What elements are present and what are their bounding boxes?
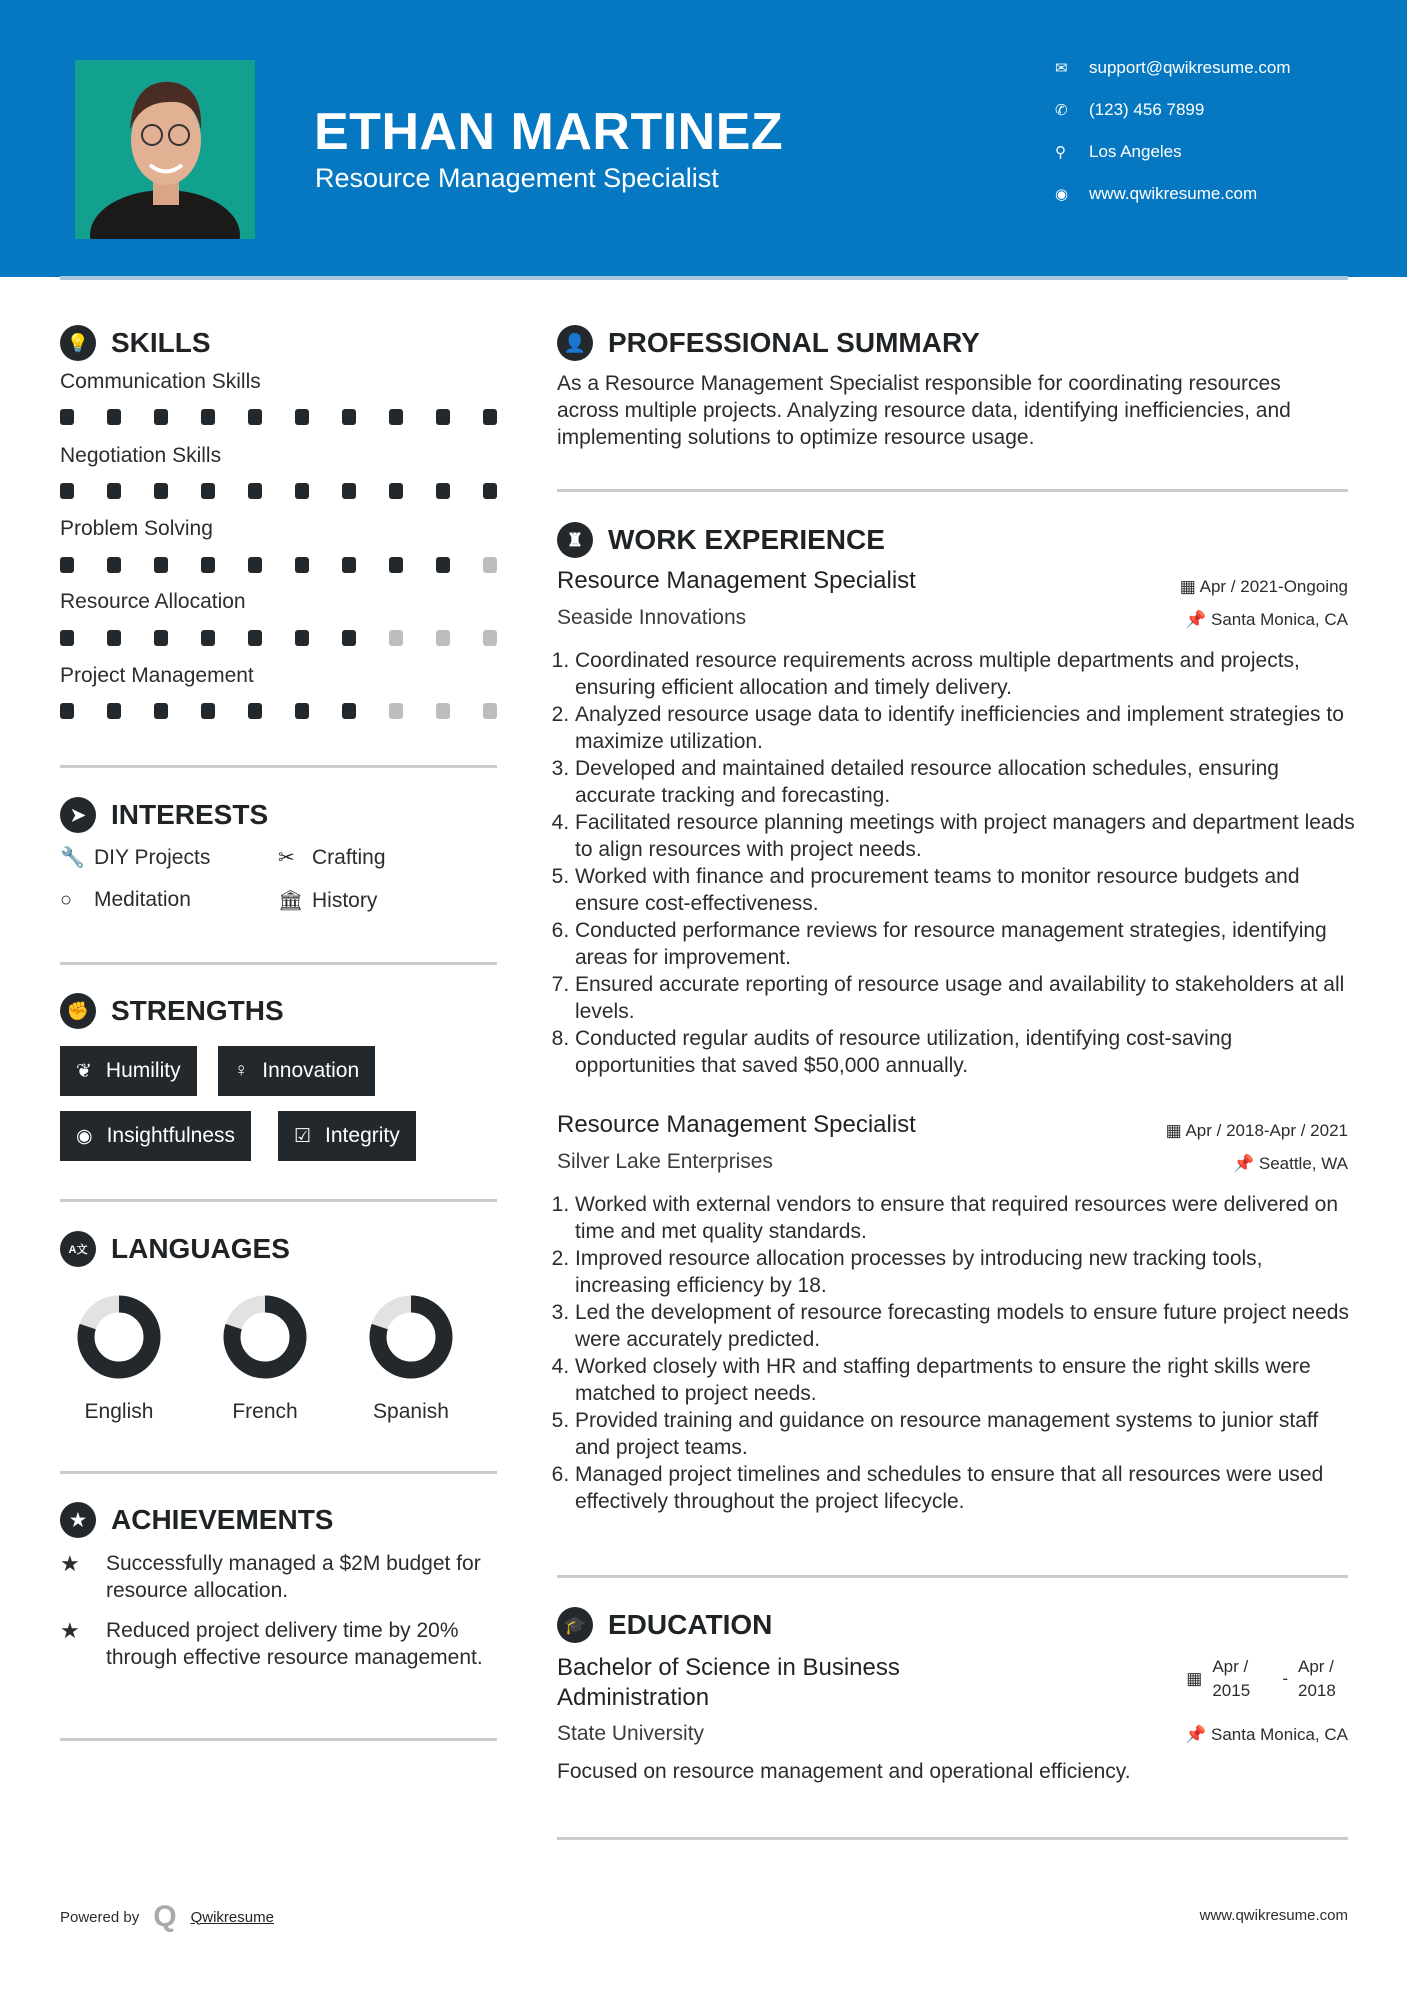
rating-dot — [201, 483, 215, 499]
end-date: Apr / 2018 — [1298, 1657, 1336, 1700]
circle-icon: ○ — [60, 888, 73, 911]
divider — [557, 1575, 1348, 1578]
job-location — [1185, 610, 1348, 630]
rating-dot — [154, 703, 168, 719]
company-name: Seaside Innovations — [557, 606, 747, 629]
rating-dot — [248, 483, 262, 499]
date-separator: - — [1282, 1669, 1288, 1688]
rating-dot — [342, 557, 356, 573]
skill-label: Resource Allocation — [60, 590, 246, 613]
responsibility-item: 8. Conducted regular audits of resource utilization, identifying cost-saving opportunities that saved $50,000 annually. — [575, 1025, 1357, 1079]
strength-badge — [218, 1046, 375, 1096]
rating-dot — [483, 483, 497, 499]
responsibilities-list — [557, 1191, 1357, 1515]
map-pin-icon: ⚲ — [1055, 144, 1066, 161]
responsibility-item: 2. Improved resource allocation processes by introducing new tracking tools, increasing efficiency by 18. — [575, 1245, 1357, 1299]
header-divider — [60, 276, 1348, 280]
interest-label: DIY Projects — [94, 845, 211, 869]
skills-heading — [60, 325, 211, 361]
language-item — [59, 1292, 179, 1424]
badge-label: Integrity — [325, 1124, 400, 1147]
badge-label: Innovation — [262, 1059, 360, 1082]
user-icon: 👤 — [557, 325, 593, 361]
responsibility-item: 2. Analyzed resource usage data to identify inefficiencies and implement strategies to maximize utilization. — [575, 701, 1357, 755]
rating-dot — [483, 557, 497, 573]
powered-by-text: Powered by — [60, 1908, 140, 1926]
rating-dot — [201, 703, 215, 719]
company-name: Silver Lake Enterprises — [557, 1150, 773, 1173]
skill-rating — [60, 409, 497, 425]
qwikresume-link[interactable]: Qwikresume — [190, 1908, 274, 1926]
divider — [60, 1471, 497, 1474]
candidate-name: ETHAN MARTINEZ — [314, 103, 784, 161]
strength-badge — [60, 1111, 251, 1161]
dates-text: Apr / 2021-Ongoing — [1199, 577, 1348, 596]
rating-dot — [60, 483, 74, 499]
education-heading — [557, 1607, 772, 1643]
rating-dot — [248, 409, 262, 425]
divider — [60, 765, 497, 768]
degree: Bachelor of Science in Business Administration — [557, 1654, 900, 1711]
rating-dot — [295, 557, 309, 573]
heading-text: SKILLS — [111, 327, 211, 358]
summary-heading — [557, 325, 980, 361]
location-text: Santa Monica, CA — [1210, 1725, 1348, 1744]
lightbulb-icon: 💡 — [60, 325, 96, 361]
achievement-item — [60, 1550, 500, 1604]
scissors-icon: ✂ — [278, 847, 295, 869]
footer-url[interactable]: www.qwikresume.com — [1199, 1907, 1348, 1924]
skill-label: Communication Skills — [60, 370, 261, 393]
contact-text: www.qwikresume.com — [1089, 184, 1258, 203]
profile-photo — [75, 60, 255, 239]
achievement-text: Successfully managed a $2M budget for resource allocation. — [106, 1552, 481, 1602]
pin-icon: 📌 — [1185, 1725, 1211, 1744]
rating-dot — [389, 703, 403, 719]
heading-text: ACHIEVEMENTS — [111, 1504, 334, 1535]
rating-dot — [295, 703, 309, 719]
divider — [557, 489, 1348, 492]
rating-dot — [201, 409, 215, 425]
rating-dot — [342, 630, 356, 646]
responsibility-item: 1. Coordinated resource requirements across multiple departments and projects, ensuring efficient allocation and timely delivery. — [575, 647, 1357, 701]
globe-icon: ◉ — [1055, 186, 1069, 203]
rating-dot — [60, 703, 74, 719]
strength-badge — [60, 1046, 197, 1096]
contact-email[interactable] — [1055, 58, 1291, 78]
responsibility-item: 7. Ensured accurate reporting of resource usage and availability to stakeholders at all levels. — [575, 971, 1357, 1025]
skill-rating — [60, 483, 497, 499]
eye-icon: ◉ — [76, 1125, 93, 1147]
rating-dot — [436, 703, 450, 719]
language-donut — [74, 1292, 164, 1382]
language-donut — [366, 1292, 456, 1382]
rating-dot — [389, 557, 403, 573]
star-icon: ★ — [60, 1618, 80, 1643]
rating-dot — [389, 409, 403, 425]
badge-label: Humility — [105, 1059, 181, 1082]
candidate-title: Resource Management Specialist — [315, 163, 719, 193]
calendar-icon: ▦ — [1165, 1121, 1186, 1140]
language-label: French — [232, 1400, 298, 1423]
rating-dot — [436, 483, 450, 499]
wrench-icon: 🔧 — [60, 847, 85, 869]
interest-item — [60, 845, 210, 870]
responsibility-item: 5. Worked with finance and procurement teams to monitor resource budgets and ensure cost-effectiveness. — [575, 863, 1357, 917]
calendar-icon: ▦ — [1179, 577, 1200, 596]
translate-icon: A文 — [60, 1231, 96, 1267]
language-item — [205, 1292, 325, 1424]
heading-text: LANGUAGES — [111, 1233, 290, 1264]
rating-dot — [483, 630, 497, 646]
rating-dot — [295, 483, 309, 499]
job-title: Resource Management Specialist — [557, 1111, 916, 1138]
envelope-icon: ✉ — [1055, 60, 1068, 77]
languages-heading — [60, 1231, 290, 1267]
rating-dot — [295, 630, 309, 646]
heading-text: INTERESTS — [111, 799, 269, 830]
rating-dot — [154, 409, 168, 425]
job-dates — [1166, 1121, 1348, 1141]
interest-label: Crafting — [312, 845, 386, 869]
interest-label: Meditation — [94, 888, 191, 911]
contact-text: support@qwikresume.com — [1089, 58, 1291, 77]
language-donut — [220, 1292, 310, 1382]
achievement-item — [60, 1617, 500, 1671]
rating-dot — [154, 630, 168, 646]
skill-rating — [60, 557, 497, 573]
rating-dot — [436, 409, 450, 425]
qwikresume-logo-icon: Q — [153, 1900, 177, 1933]
rating-dot — [436, 630, 450, 646]
rating-dot — [248, 630, 262, 646]
contact-website[interactable] — [1055, 184, 1257, 204]
pin-icon: 📌 — [1232, 1154, 1259, 1173]
responsibility-item: 4. Worked closely with HR and staffing departments to ensure the right skills were matched to project needs. — [575, 1353, 1357, 1407]
rating-dot — [154, 557, 168, 573]
experience-heading — [557, 522, 885, 558]
dates-text: Apr / 2018-Apr / 2021 — [1185, 1121, 1348, 1140]
paper-plane-icon: ➤ — [60, 797, 96, 833]
rating-dot — [436, 557, 450, 573]
interest-item — [60, 888, 191, 912]
contact-location — [1055, 142, 1182, 162]
contact-text: Los Angeles — [1089, 142, 1182, 161]
skill-rating — [60, 630, 497, 646]
responsibility-item: 3. Led the development of resource forecasting models to ensure future project needs were accurately predicted. — [575, 1299, 1357, 1353]
job-title: Resource Management Specialist — [557, 567, 916, 594]
star-icon: ★ — [60, 1502, 96, 1538]
rating-dot — [107, 557, 121, 573]
skill-label: Negotiation Skills — [60, 444, 222, 467]
rating-dot — [201, 630, 215, 646]
language-item — [351, 1292, 471, 1424]
graduate-icon: 🎓 — [557, 1607, 593, 1643]
fist-icon: ✊ — [60, 993, 96, 1029]
responsibility-item: 3. Developed and maintained detailed resource allocation schedules, ensuring accurate tracking and forecasting. — [575, 755, 1357, 809]
phone-icon: ✆ — [1055, 102, 1068, 119]
skill-label: Problem Solving — [60, 517, 213, 540]
responsibility-item: 5. Provided training and guidance on resource management systems to junior staff and project teams. — [575, 1407, 1357, 1461]
strengths-heading — [60, 993, 284, 1029]
rating-dot — [107, 409, 121, 425]
rating-dot — [483, 703, 497, 719]
heading-text: PROFESSIONAL SUMMARY — [608, 327, 980, 358]
rating-dot — [389, 483, 403, 499]
bank-icon: 🏛 — [278, 890, 304, 912]
rating-dot — [107, 483, 121, 499]
responsibility-item: 1. Worked with external vendors to ensure that required resources were delivered on time and met quality standards. — [575, 1191, 1357, 1245]
rating-dot — [154, 483, 168, 499]
education-description: Focused on resource management and operational efficiency. — [557, 1760, 1131, 1783]
responsibilities-list — [557, 647, 1357, 1079]
location-text: Santa Monica, CA — [1210, 610, 1348, 629]
divider — [60, 1199, 497, 1202]
interest-item — [278, 845, 386, 870]
rating-dot — [107, 703, 121, 719]
check-square-icon: ☑ — [294, 1125, 312, 1147]
rating-dot — [342, 703, 356, 719]
rating-dot — [342, 483, 356, 499]
lightbulb-icon: ♀ — [234, 1060, 249, 1081]
rating-dot — [60, 557, 74, 573]
rating-dot — [295, 409, 309, 425]
pin-icon: 📌 — [1185, 610, 1211, 629]
responsibility-item: 6. Conducted performance reviews for resource management strategies, identifying areas for improvement. — [575, 917, 1357, 971]
interest-label: History — [312, 888, 378, 912]
contact-text: (123) 456 7899 — [1089, 100, 1205, 119]
interests-heading — [60, 797, 268, 833]
contact-phone[interactable] — [1055, 100, 1204, 120]
rating-dot — [248, 557, 262, 573]
rating-dot — [107, 630, 121, 646]
heading-text: WORK EXPERIENCE — [608, 524, 885, 555]
chair-icon: ♜ — [557, 522, 593, 558]
start-date: Apr / 2015 — [1212, 1657, 1251, 1700]
skill-rating — [60, 703, 497, 719]
heading-text: STRENGTHS — [111, 995, 284, 1026]
leaf-icon: ❦ — [76, 1060, 92, 1082]
divider — [557, 1837, 1348, 1840]
achievement-text: Reduced project delivery time by 20% through effective resource management. — [106, 1619, 483, 1669]
rating-dot — [483, 409, 497, 425]
rating-dot — [342, 409, 356, 425]
responsibility-item: 4. Facilitated resource planning meetings with project managers and department leads to align resources with project needs. — [575, 809, 1357, 863]
footer-powered — [60, 1900, 274, 1934]
education-dates — [1186, 1655, 1348, 1703]
interest-item — [278, 888, 377, 913]
divider — [60, 962, 497, 965]
job-location — [1233, 1154, 1348, 1174]
education-location — [1185, 1725, 1348, 1745]
rating-dot — [60, 409, 74, 425]
strength-badge — [278, 1111, 416, 1161]
heading-text: EDUCATION — [608, 1609, 773, 1640]
rating-dot — [201, 557, 215, 573]
star-icon: ★ — [60, 1551, 80, 1576]
badge-label: Insightfulness — [106, 1124, 236, 1147]
rating-dot — [248, 703, 262, 719]
language-label: English — [84, 1400, 154, 1423]
language-label: Spanish — [373, 1400, 449, 1423]
summary-text: As a Resource Management Specialist responsible for coordinating resources across multiple projects. Analyzing resource data, identifying inefficiencies, and implementing solutions to optimize resource usage. — [557, 372, 1291, 449]
school-name: State University — [557, 1722, 705, 1745]
divider — [60, 1738, 497, 1741]
job-dates — [1180, 577, 1348, 597]
calendar-icon: ▦ — [1186, 1669, 1203, 1688]
achievements-heading — [60, 1502, 333, 1538]
skill-label: Project Management — [60, 664, 254, 687]
location-text: Seattle, WA — [1258, 1154, 1348, 1173]
rating-dot — [389, 630, 403, 646]
rating-dot — [60, 630, 74, 646]
responsibility-item: 6. Managed project timelines and schedules to ensure that all resources were used effectively throughout the project lifecycle. — [575, 1461, 1357, 1515]
